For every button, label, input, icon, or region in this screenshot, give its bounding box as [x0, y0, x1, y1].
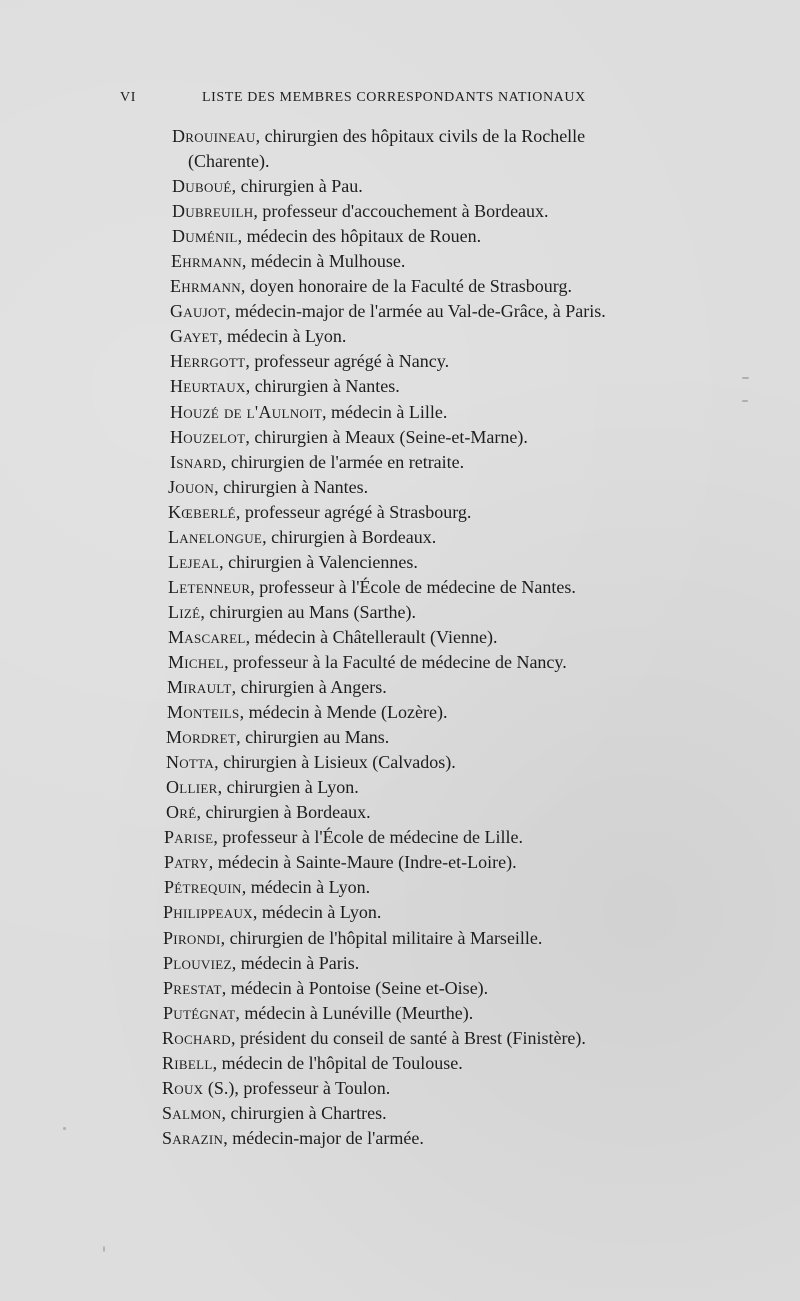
member-name: Houzé de l'Aulnoit [170, 401, 322, 422]
member-description: , médecin à Châtellerault (Vienne). [245, 626, 498, 647]
running-header [120, 90, 680, 112]
member-description: , professeur à l'École de médecine de Nantes. [250, 576, 576, 597]
member-name: Sarazin [162, 1127, 224, 1148]
member-description: , professeur agrégé à Nancy. [245, 351, 450, 372]
member-name: Heurtaux [170, 376, 246, 397]
member-description: , chirurgien à Lyon. [217, 777, 359, 798]
members-list [0, 124, 800, 1151]
list-item [0, 400, 800, 425]
paper-speck [742, 400, 748, 402]
list-item [0, 675, 800, 700]
list-item [0, 124, 800, 174]
member-name: Roux [162, 1077, 204, 1098]
member-name: Jouon [168, 476, 215, 497]
list-item [0, 1101, 800, 1126]
member-name: Pétrequin [164, 877, 242, 898]
list-item [0, 1001, 800, 1026]
member-description: , médecin à Mulhouse. [241, 251, 406, 272]
list-item [0, 1051, 800, 1076]
member-description: , médecin de l'hôpital de Toulouse. [212, 1052, 463, 1073]
member-name: Duménil [172, 226, 238, 247]
member-description: , médecin à Pontoise (Seine et-Oise). [221, 977, 489, 998]
member-name: Ollier [166, 777, 218, 798]
list-item [0, 1076, 800, 1101]
list-item [0, 299, 800, 324]
member-description: , chirurgien à Lisieux (Calvados). [214, 752, 456, 773]
member-description: , médecin-major de l'armée. [223, 1127, 424, 1148]
list-item [0, 750, 800, 775]
member-name: Drouineau [172, 126, 256, 146]
list-item [0, 525, 800, 550]
list-item [0, 575, 800, 600]
member-name: Pirondi [163, 927, 221, 948]
member-name: Mordret [166, 727, 237, 748]
list-item [0, 450, 800, 475]
member-description: , président du conseil de santé à Brest (Finistère). [231, 1027, 586, 1048]
member-name: Herrgott [170, 351, 246, 372]
list-item [0, 600, 800, 625]
member-name: Rochard [162, 1027, 232, 1048]
list-item [0, 199, 800, 224]
member-name: Lejeal [168, 551, 220, 572]
member-description: , médecin à Lille. [321, 401, 448, 422]
list-item [0, 825, 800, 850]
member-name: Putégnat [163, 1002, 236, 1023]
member-description-continued: (Charente). [188, 151, 270, 172]
member-name: Lanelongue [168, 526, 263, 547]
paper-speck [742, 377, 749, 379]
member-name: Prestat [163, 977, 222, 998]
member-name: Monteils [167, 702, 240, 723]
member-name: Ehrmann [171, 251, 242, 272]
list-item [0, 1026, 800, 1051]
member-description: , professeur à l'École de médecine de Lille. [213, 827, 523, 848]
member-name: Patry [164, 852, 209, 873]
member-description: , doyen honoraire de la Faculté de Strasbourg. [240, 276, 572, 297]
member-description: , chirurgien des hôpitaux civils de la Rochelle [255, 126, 586, 146]
member-name: Isnard [170, 451, 222, 472]
member-description: , chirurgien à Bordeaux. [196, 802, 371, 823]
list-item [0, 425, 800, 450]
list-item [0, 349, 800, 374]
member-name: Ehrmann [170, 276, 241, 297]
member-description: , chirurgien au Mans (Sarthe). [200, 601, 417, 622]
list-item [0, 475, 800, 500]
member-description: , médecin à Mende (Lozère). [239, 702, 448, 723]
member-description: , médecin à Lunéville (Meurthe). [235, 1002, 474, 1023]
list-item [0, 224, 800, 249]
list-item [0, 625, 800, 650]
member-name: Mirault [167, 677, 232, 698]
member-description: , professeur d'accouchement à Bordeaux. [253, 201, 549, 222]
member-name: Mascarel [168, 626, 246, 647]
list-item [0, 976, 800, 1001]
list-item [0, 324, 800, 349]
list-item [0, 775, 800, 800]
member-description: , médecin à Lyon. [252, 902, 382, 923]
member-name: Letenneur [168, 576, 251, 597]
list-item [0, 174, 800, 199]
member-name: Michel [168, 651, 225, 672]
member-name: Kœberlé [168, 501, 236, 522]
list-item [0, 550, 800, 575]
list-item [0, 1126, 800, 1151]
list-item [0, 875, 800, 900]
list-item [0, 374, 800, 399]
member-description: , chirurgien à Valenciennes. [219, 551, 418, 572]
paper-speck [103, 1246, 105, 1252]
list-item [0, 700, 800, 725]
list-item [0, 951, 800, 976]
page-title: LISTE DES MEMBRES CORRESPONDANTS NATIONAUX [202, 90, 586, 105]
member-name: Philippeaux [163, 902, 253, 923]
member-name: Houzelot [170, 426, 246, 447]
member-name: Ribell [162, 1052, 213, 1073]
member-description: , médecin à Lyon. [241, 877, 371, 898]
list-item [0, 249, 800, 274]
paper-speck [63, 1127, 66, 1130]
member-description: , chirurgien à Angers. [231, 677, 387, 698]
member-description: , médecin des hôpitaux de Rouen. [237, 226, 482, 247]
member-name: Plouviez [163, 952, 232, 973]
member-description: , chirurgien à Chartres. [221, 1102, 387, 1123]
member-name: Notta [166, 752, 215, 773]
member-name: Gaujot [170, 301, 226, 322]
member-description: , professeur agrégé à Strasbourg. [235, 501, 472, 522]
member-description: , chirurgien à Pau. [231, 176, 363, 197]
list-item [0, 274, 800, 299]
member-description: (S.), professeur à Toulon. [203, 1077, 391, 1098]
member-name: Salmon [162, 1102, 222, 1123]
member-name: Lizé [168, 601, 201, 622]
list-item [0, 725, 800, 750]
member-name: Parise [164, 827, 214, 848]
member-description: , chirurgien de l'armée en retraite. [221, 451, 465, 472]
member-name: Dubreuilh [172, 201, 254, 222]
member-description: , médecin à Paris. [231, 952, 360, 973]
member-description: , chirurgien à Nantes. [214, 476, 369, 497]
list-item [0, 850, 800, 875]
list-item [0, 650, 800, 675]
list-item [0, 926, 800, 951]
list-item [0, 500, 800, 525]
member-description: , chirurgien à Meaux (Seine-et-Marne). [245, 426, 528, 447]
member-description: , chirurgien à Bordeaux. [262, 526, 437, 547]
member-description: , professeur à la Faculté de médecine de Nancy. [224, 651, 567, 672]
page-number: VI [120, 90, 136, 105]
member-name: Gayet [170, 326, 218, 347]
member-description: , médecin à Lyon. [217, 326, 347, 347]
member-description: , médecin à Sainte-Maure (Indre-et-Loire). [208, 852, 517, 873]
member-description: , chirurgien à Nantes. [245, 376, 400, 397]
member-description: , chirurgien de l'hôpital militaire à Marseille. [220, 927, 543, 948]
list-item [0, 900, 800, 925]
member-name: Duboué [172, 176, 232, 197]
member-description: , chirurgien au Mans. [236, 727, 390, 748]
list-item [0, 800, 800, 825]
member-name: Oré [166, 802, 197, 823]
member-description: , médecin-major de l'armée au Val-de-Grâce, à Paris. [225, 301, 606, 322]
